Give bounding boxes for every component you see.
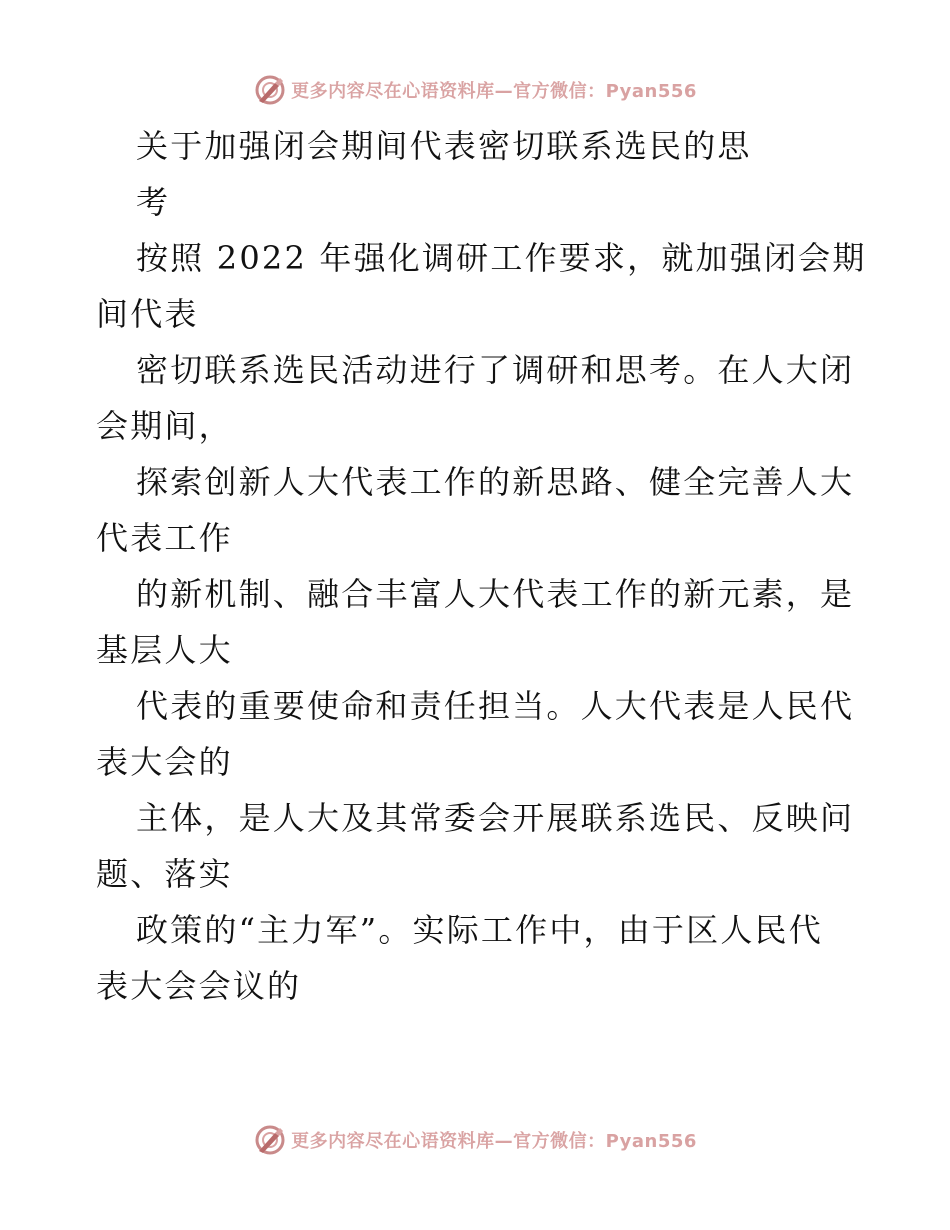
paragraph-line: 按照 2022 年强化调研工作要求，就加强闭会期	[136, 239, 867, 277]
document-title-continued: 考	[136, 183, 171, 221]
paragraph-line: 代表工作	[96, 519, 233, 557]
paragraph-line: 表大会会议的	[96, 967, 302, 1005]
paragraph-line: 探索创新人大代表工作的新思路、健全完善人大	[136, 463, 855, 501]
paragraph-line: 题、落实	[96, 855, 233, 893]
paragraph-line: 代表的重要使命和责任担当。人大代表是人民代	[136, 687, 855, 725]
document-body	[96, 118, 867, 1014]
paragraph-line: 政策的“主力军”。实际工作中，由于区人民代	[136, 911, 823, 949]
pen-seal-icon	[253, 73, 287, 107]
header-banner-text: 更多内容尽在心语资料库—官方微信：Pyan556	[291, 81, 697, 102]
footer-banner	[0, 1120, 950, 1160]
paragraph-line: 主体，是人大及其常委会开展联系选民、反映问	[136, 799, 855, 837]
header-banner	[0, 70, 950, 110]
paragraph-line: 表大会的	[96, 743, 233, 781]
document-title: 关于加强闭会期间代表密切联系选民的思	[136, 127, 752, 165]
paragraph-line: 间代表	[96, 295, 199, 333]
paragraph-line: 基层人大	[96, 631, 233, 669]
footer-banner-text: 更多内容尽在心语资料库—官方微信：Pyan556	[291, 1131, 697, 1152]
paragraph-line: 密切联系选民活动进行了调研和思考。在人大闭	[136, 351, 855, 389]
paragraph-line: 会期间，	[96, 407, 233, 445]
pen-seal-icon	[253, 1123, 287, 1157]
paragraph-line: 的新机制、融合丰富人大代表工作的新元素，是	[136, 575, 855, 613]
